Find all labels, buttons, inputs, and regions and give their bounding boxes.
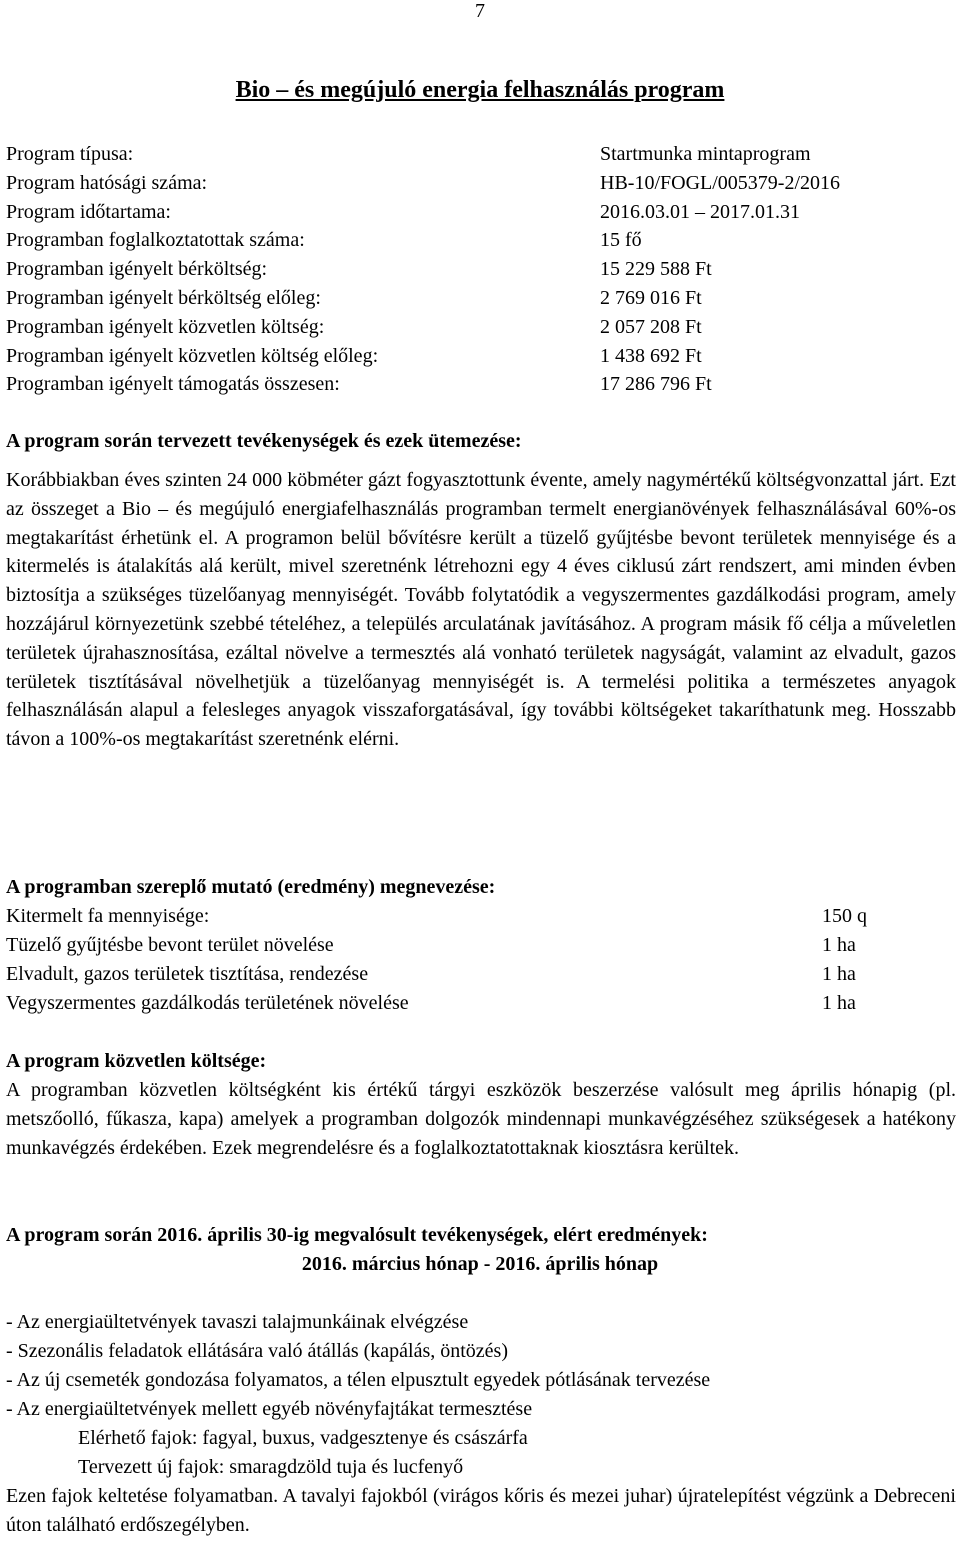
info-value: 2 769 016 Ft <box>600 286 702 309</box>
results-period: 2016. március hónap - 2016. április hónap <box>301 1253 659 1275</box>
indicator-value: 1 ha <box>822 992 856 1014</box>
info-value: Startmunka mintaprogram <box>600 143 811 165</box>
list-item: - Szezonális feladatok ellátására való átállás (kapálás, öntözés) <box>6 1340 508 1362</box>
info-label: Program hatósági száma: <box>6 171 208 194</box>
list-sub-item: Elérhető fajok: fagyal, buxus, vadgesztenye és császárfa <box>78 1427 528 1449</box>
program-info-table <box>6 140 956 399</box>
list-item: - Az új csemeték gondozása folyamatos, a télen elpusztult egyedek pótlásának tervezése <box>6 1369 711 1391</box>
info-value: 2 057 208 Ft <box>600 315 702 338</box>
info-value: 15 229 588 Ft <box>600 258 712 281</box>
indicator-label: Elvadult, gazos területek tisztítása, rendezése <box>6 963 369 985</box>
indicator-row <box>6 960 956 989</box>
info-row <box>6 226 956 255</box>
indicator-label: Tüzelő gyűjtésbe bevont terület növelése <box>6 934 334 956</box>
indicators-table <box>6 902 956 1018</box>
indicators-heading: A programban szereplő mutató (eredmény) megnevezése: <box>6 876 496 898</box>
info-label: Programban igényelt bérköltség előleg: <box>6 286 321 309</box>
indicator-row <box>6 989 956 1018</box>
info-value: 1 438 692 Ft <box>600 344 702 367</box>
info-value: 17 286 796 Ft <box>600 373 712 396</box>
list-item: - Az energiaültetvények mellett egyéb növényfajtákat termesztése <box>6 1398 533 1420</box>
info-row <box>6 284 956 313</box>
info-row <box>6 169 956 198</box>
indicator-value: 1 ha <box>822 963 856 985</box>
results-heading: A program során 2016. április 30-ig megvalósult tevékenységek, elért eredmények: <box>6 1224 708 1246</box>
info-row <box>6 370 956 399</box>
info-label: Programban igényelt támogatás összesen: <box>6 373 340 396</box>
direct-cost-heading: A program közvetlen költsége: <box>6 1050 267 1072</box>
info-label: Program típusa: <box>6 143 134 165</box>
indicator-label: Vegyszermentes gazdálkodás területének növelése <box>6 992 409 1014</box>
page-number: 7 <box>475 0 485 22</box>
indicator-row <box>6 931 956 960</box>
results-list <box>6 1308 956 1482</box>
indicator-label: Kitermelt fa mennyisége: <box>6 905 210 927</box>
info-row <box>6 140 956 169</box>
list-sub-item: Tervezett új fajok: smaragdzöld tuja és lucfenyő <box>78 1456 464 1478</box>
activities-heading: A program során tervezett tevékenységek és ezek ütemezése: <box>6 430 522 452</box>
info-value: 2016.03.01 – 2017.01.31 <box>600 200 800 223</box>
info-row <box>6 198 956 227</box>
info-label: Programban igényelt közvetlen költség előleg: <box>6 344 379 367</box>
closing-paragraph: Ezen fajok keltetése folyamatban. A tavalyi fajokból (virágos kőris és mezei juhar) újratelepítést végzünk a Debreceni úton található erdőszegélyben. <box>6 1485 956 1536</box>
info-label: Programban igényelt közvetlen költség: <box>6 315 325 338</box>
direct-cost-paragraph: A programban közvetlen költségként kis értékű tárgyi eszközök beszerzése valósult meg április hónapig (pl. metszőolló, fűkasza, kapa) amelyek a programban dolgozók mindennapi munkavégzéséhez szükségesek a hatékony munkavégzés érdekében. Ezek megrendelésre és a foglalkoztatottaknak kiosztásra kerültek. <box>6 1079 956 1159</box>
indicator-row <box>6 902 956 931</box>
info-label: Program időtartama: <box>6 200 171 223</box>
page-title: Bio – és megújuló energia felhasználás program <box>235 77 725 103</box>
info-row <box>6 313 956 342</box>
info-value: HB-10/FOGL/005379-2/2016 <box>600 171 840 194</box>
info-label: Programban igényelt bérköltség: <box>6 258 268 281</box>
list-item: - Az energiaültetvények tavaszi talajmunkáinak elvégzése <box>6 1311 469 1333</box>
info-row <box>6 342 956 371</box>
indicator-value: 150 q <box>822 905 867 927</box>
activities-paragraph: Korábbiakban éves szinten 24 000 köbméter gázt fogyasztottunk évente, amely nagymértékű költségvonzattal járt. Ezt az összeget a Bio – és megújuló energiafelhasználás programban termelt energianövények felhasználásával 60%-os megtakarítást érhetünk el. A programon belül bővítésre került a tüzelő gyűjtésbe bevont területek mennyisége és a kitermelés is átalakítás alá került, mivel szeretnénk létrehozni egy 4 éves ciklusú zárt rendszert, ami minden évben biztosítja a szükséges tüzelőanyag mennyiségét. Tovább folytatódik a vegyszermentes gazdálkodási program, amely hozzájárul környezetünk szebbé tételéhez, a település arculatának javításához. A program másik fő célja a műveletlen területek újrahasznosítása, ezáltal növelve a termesztés alá vonható területek nagyságát, valamint az elvadult, gazos területek tisztításával növelhetjük a tüzelőanyag mennyiségét is. A termelési politika a természetes anyagok felhasználásán alapul a felesleges anyagok visszaforgatásával, így további költségeket takaríthatunk meg. Hosszabb távon a 100%-os megtakarítást szeretnénk elérni. <box>6 469 956 751</box>
indicator-value: 1 ha <box>822 934 856 956</box>
info-label: Programban foglalkoztatottak száma: <box>6 229 305 252</box>
info-value: 15 fő <box>600 229 642 252</box>
info-row <box>6 255 956 284</box>
